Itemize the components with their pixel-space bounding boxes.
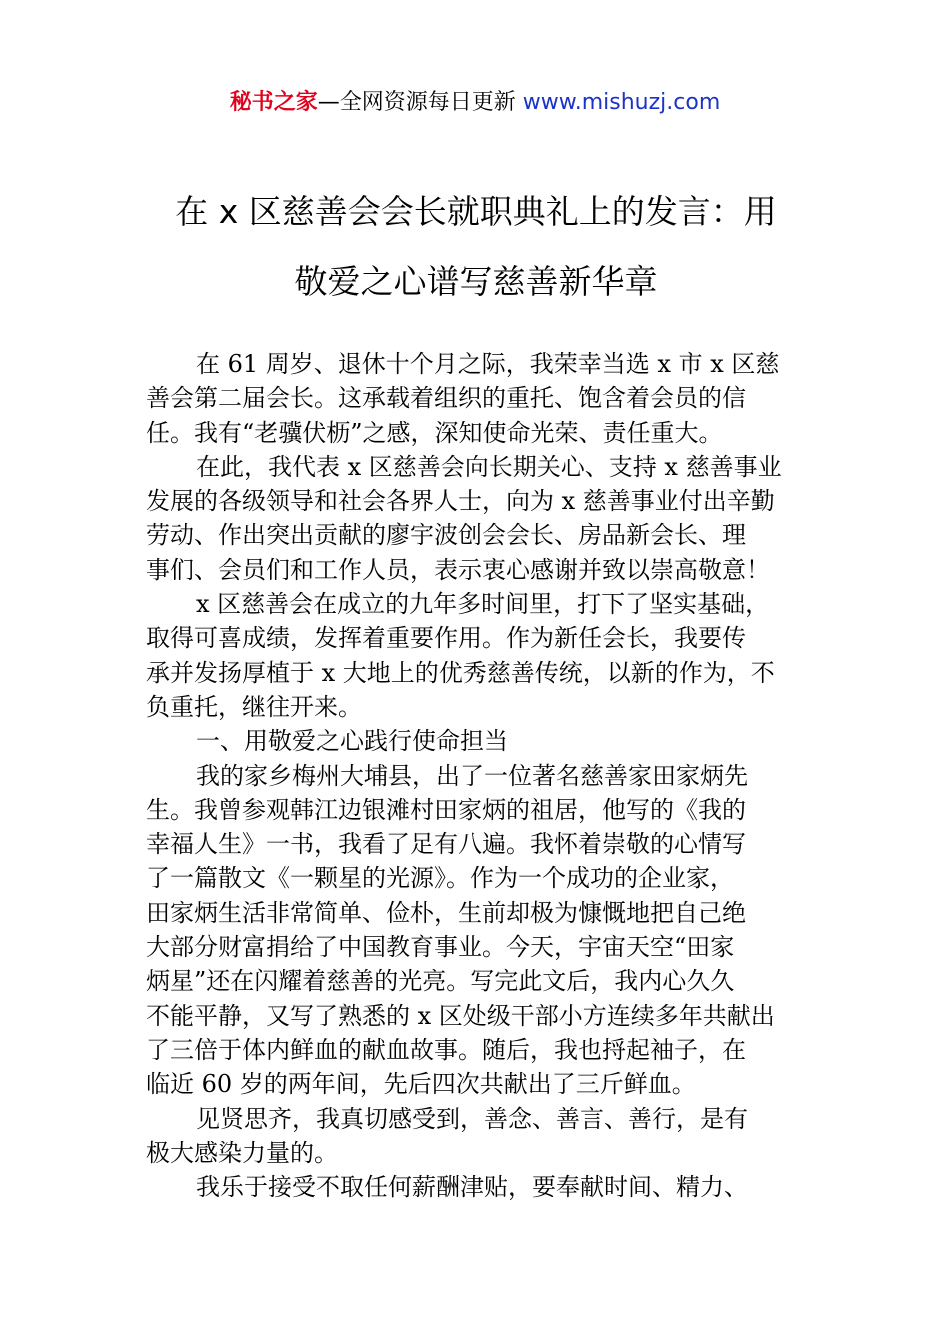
body-line: x 区慈善会在成立的九年多时间里，打下了坚实基础， bbox=[196, 590, 770, 619]
body-line: 大部分财富捐给了中国教育事业。今天，宇宙天空“田家 bbox=[146, 933, 735, 962]
body-line: 任。我有“老骥伏枥”之感，深知使命光荣、责任重大。 bbox=[146, 418, 723, 447]
document-title-line-2: 敬爱之心谱写慈善新华章 bbox=[294, 262, 658, 301]
body-line: 生。我曾参观韩江边银滩村田家炳的祖居，他写的《我的 bbox=[146, 795, 746, 824]
body-line: 在此，我代表 x 区慈善会向长期关心、支持 x 慈善事业 bbox=[196, 452, 782, 481]
brand-name: 秘书之家 bbox=[229, 90, 318, 115]
document-body bbox=[146, 347, 810, 1204]
body-line: 事们、会员们和工作人员，表示衷心感谢并致以崇高敬意！ bbox=[146, 555, 770, 584]
body-line: 临近 60 岁的两年间，先后四次共献出了三斤鲜血。 bbox=[146, 1070, 696, 1099]
body-line: 发展的各级领导和社会各界人士，向为 x 慈善事业付出辛勤 bbox=[146, 487, 775, 516]
site-header bbox=[0, 88, 950, 118]
body-line: 见贤思齐，我真切感受到，善念、善言、善行，是有 bbox=[196, 1104, 748, 1133]
body-line: 善会第二届会长。这承载着组织的重托、饱含着会员的信 bbox=[146, 384, 746, 413]
body-line: 极大感染力量的。 bbox=[146, 1138, 338, 1167]
header-tagline: —全网资源每日更新 bbox=[317, 90, 523, 115]
body-line: 炳星”还在闪耀着慈善的光亮。写完此文后，我内心久久 bbox=[146, 967, 735, 996]
body-line: 不能平静，又写了熟悉的 x 区处级干部小方连续多年共献出 bbox=[146, 1001, 775, 1030]
site-url-link[interactable]: www.mishuzj.com bbox=[522, 90, 721, 115]
body-line: 了一篇散文《一颗星的光源》。作为一个成功的企业家， bbox=[146, 864, 734, 893]
section-heading: 一、用敬爱之心践行使命担当 bbox=[196, 727, 508, 756]
body-line: 我乐于接受不取任何薪酬津贴，要奉献时间、精力、 bbox=[196, 1173, 748, 1202]
body-line: 承并发扬厚植于 x 大地上的优秀慈善传统，以新的作为，不 bbox=[146, 658, 775, 687]
body-line: 负重托，继往开来。 bbox=[146, 692, 362, 721]
body-line: 在 61 周岁、退休十个月之际，我荣幸当选 x 市 x 区慈 bbox=[196, 350, 780, 378]
body-line: 了三倍于体内鲜血的献血故事。随后，我也捋起袖子，在 bbox=[146, 1035, 746, 1064]
body-line: 取得可喜成绩，发挥着重要作用。作为新任会长，我要传 bbox=[146, 624, 746, 653]
body-line: 幸福人生》一书，我看了足有八遍。我怀着崇敬的心情写 bbox=[146, 830, 746, 859]
body-line: 我的家乡梅州大埔县，出了一位著名慈善家田家炳先 bbox=[196, 761, 748, 790]
body-line: 劳动、作出突出贡献的廖宇波创会会长、房品新会长、理 bbox=[146, 521, 746, 550]
body-line: 田家炳生活非常简单、俭朴，生前却极为慷慨地把自己绝 bbox=[146, 898, 746, 927]
document-title-line-1: 在 x 区慈善会会长就职典礼上的发言：用 bbox=[175, 192, 777, 231]
